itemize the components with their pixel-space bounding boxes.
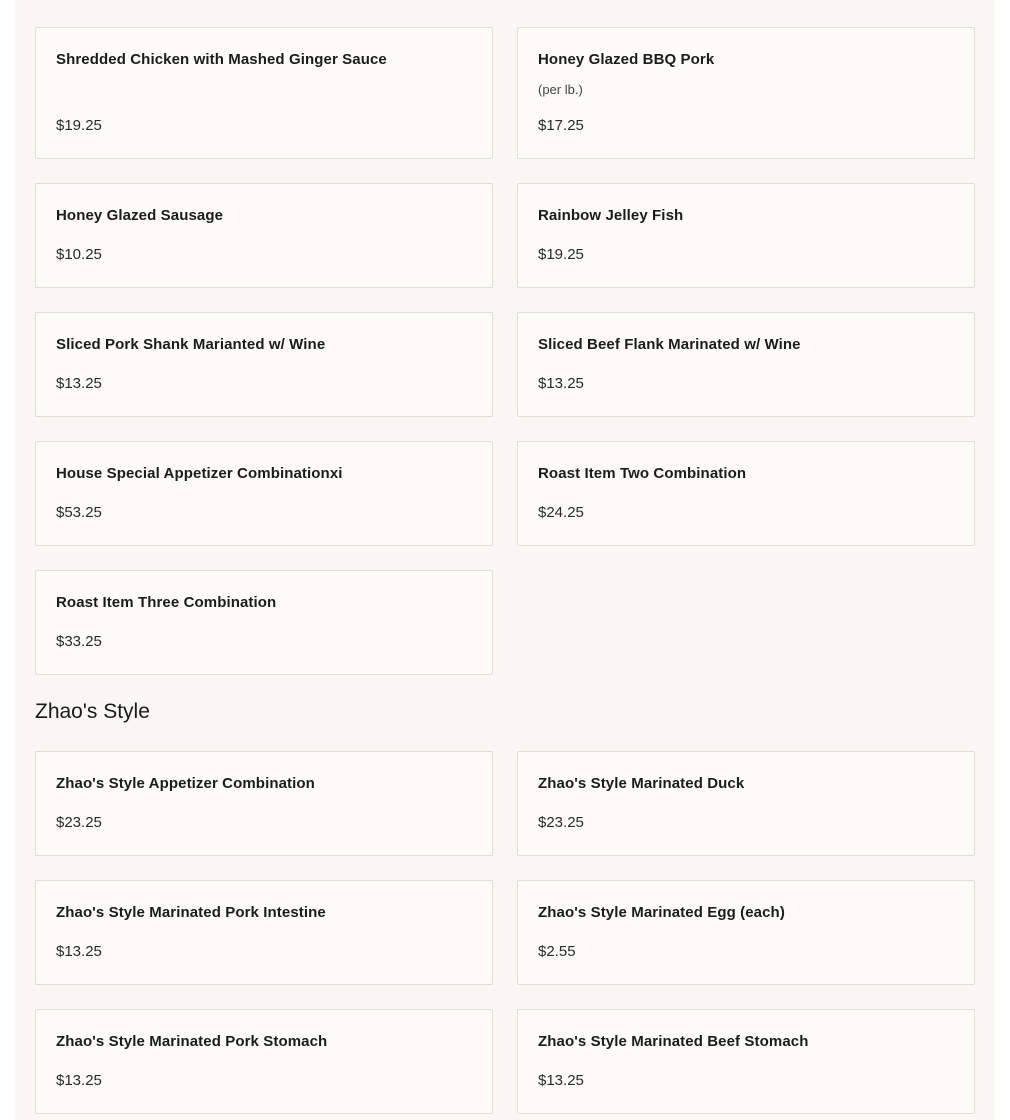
menu-item-price: $13.25 bbox=[56, 375, 102, 392]
menu-item-card[interactable] bbox=[517, 751, 975, 856]
menu-item-name: Zhao's Style Marinated Pork Stomach bbox=[56, 1033, 328, 1050]
menu-item-name: Roast Item Three Combination bbox=[56, 594, 277, 611]
menu-item-note: (per lb.) bbox=[538, 82, 583, 97]
menu-item-card[interactable] bbox=[35, 183, 493, 288]
menu-item-name: Zhao's Style Marinated Pork Intestine bbox=[56, 904, 326, 921]
menu-item-card[interactable] bbox=[517, 27, 975, 159]
menu-item-price: $24.25 bbox=[538, 504, 584, 521]
menu-item-card[interactable] bbox=[517, 880, 975, 985]
menu-item-name: Honey Glazed BBQ Pork bbox=[538, 51, 715, 68]
menu-item-price: $33.25 bbox=[56, 633, 102, 650]
section-title: Zhao's Style bbox=[35, 700, 150, 723]
menu-item-card[interactable] bbox=[35, 441, 493, 546]
menu-item-card[interactable] bbox=[517, 183, 975, 288]
menu-item-card[interactable] bbox=[35, 751, 493, 856]
menu-item-name: Roast Item Two Combination bbox=[538, 465, 747, 482]
menu-item-price: $13.25 bbox=[538, 375, 584, 392]
menu-item-name: Shredded Chicken with Mashed Ginger Sauce bbox=[56, 51, 387, 68]
menu-item-price: $23.25 bbox=[56, 814, 102, 831]
menu-item-card[interactable] bbox=[35, 1009, 493, 1114]
menu-item-price: $53.25 bbox=[56, 504, 102, 521]
menu-item-name: Zhao's Style Marinated Egg (each) bbox=[538, 904, 785, 921]
menu-item-name: Zhao's Style Appetizer Combination bbox=[56, 775, 315, 792]
menu-item-name: Rainbow Jelley Fish bbox=[538, 207, 684, 224]
menu-item-price: $17.25 bbox=[538, 117, 584, 134]
menu-item-name: House Special Appetizer Combinationxi bbox=[56, 465, 343, 482]
menu-item-name: Honey Glazed Sausage bbox=[56, 207, 224, 224]
menu-item-card[interactable] bbox=[517, 1009, 975, 1114]
menu-item-name: Sliced Pork Shank Marianted w/ Wine bbox=[56, 336, 326, 353]
menu-item-card[interactable] bbox=[35, 570, 493, 675]
menu-item-price: $19.25 bbox=[538, 246, 584, 263]
menu-item-card[interactable] bbox=[517, 312, 975, 417]
menu-item-price: $2.55 bbox=[538, 943, 576, 960]
menu-item-price: $23.25 bbox=[538, 814, 584, 831]
menu-item-price: $10.25 bbox=[56, 246, 102, 263]
menu-item-name: Sliced Beef Flank Marinated w/ Wine bbox=[538, 336, 801, 353]
menu-item-name: Zhao's Style Marinated Duck bbox=[538, 775, 745, 792]
menu-item-card[interactable] bbox=[35, 880, 493, 985]
menu-item-card[interactable] bbox=[35, 27, 493, 159]
menu-item-price: $13.25 bbox=[56, 943, 102, 960]
menu-item-card[interactable] bbox=[517, 441, 975, 546]
menu-item-price: $19.25 bbox=[56, 117, 102, 134]
menu-item-price: $13.25 bbox=[56, 1072, 102, 1089]
menu-item-name: Zhao's Style Marinated Beef Stomach bbox=[538, 1033, 809, 1050]
menu-item-price: $13.25 bbox=[538, 1072, 584, 1089]
menu-item-card[interactable] bbox=[35, 312, 493, 417]
